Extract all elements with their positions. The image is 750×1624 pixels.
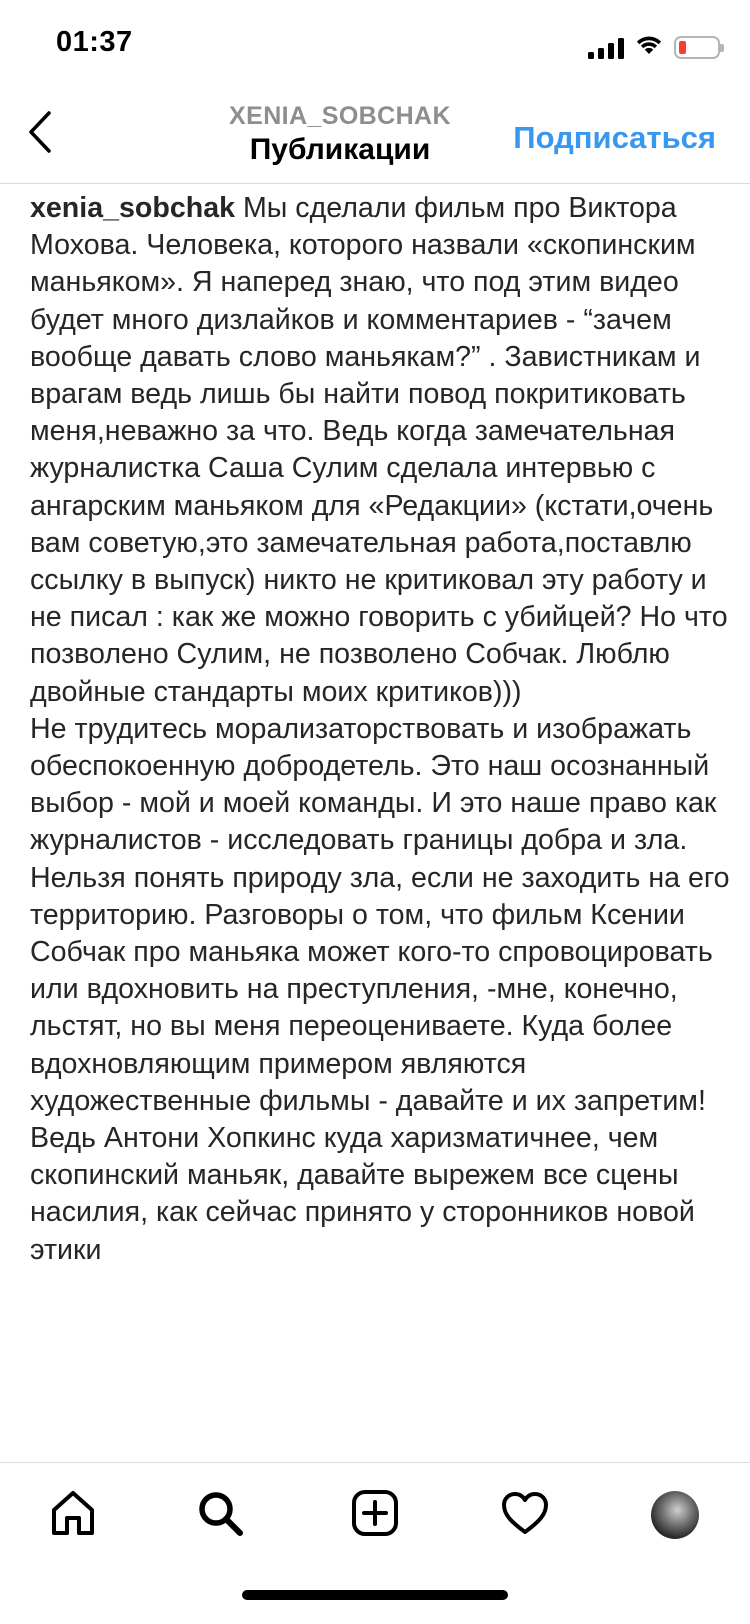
caption-text-1: Мы сделали фильм про Виктора Мохова. Человека, которого назвали «скопинским маньяком». Я наперед знаю, что под этим видео будет много дизлайков и комментариев - “зачем вообще давать слово маньякам?” . Завистникам и врагам ведь лишь бы найти повод покритиковать меня,неважно за что. Ведь когда замечательная журналистка Саша Сулим сделала интервью с ангарским маньяком для «Редакции» (кстати,очень вам советую,это замечательная работа,поставлю ссылку в выпуск) никто не критиковал эту работу и не писал : как же можно говорить с убийцей? Но что позволено Сулим, не позволено Собчак. Люблю двойные стандарты моих критиков))) (30, 192, 728, 708)
status-icons (588, 34, 720, 61)
caption-username[interactable]: xenia_sobchak (30, 192, 236, 224)
search-icon (195, 1488, 245, 1543)
tab-profile[interactable] (645, 1485, 705, 1545)
nav-header (0, 90, 750, 184)
avatar (651, 1491, 699, 1539)
new-post-icon (351, 1489, 399, 1542)
home-icon (48, 1488, 98, 1543)
tab-new-post[interactable] (345, 1485, 405, 1545)
activity-heart-icon (500, 1490, 550, 1541)
cellular-signal-icon (588, 37, 624, 59)
tab-home[interactable] (43, 1485, 103, 1545)
tab-activity[interactable] (495, 1485, 555, 1545)
battery-low-icon (674, 36, 720, 59)
nav-titles (190, 102, 490, 170)
chevron-left-icon (27, 110, 53, 159)
caption-paragraph (30, 190, 730, 711)
wifi-icon (634, 34, 664, 61)
post-caption (30, 190, 730, 1462)
caption-text-2: Не трудитесь морализаторствовать и изображать обеспокоенную добродетель. Это наш осознанный выбор - мой и моей команды. И это наше право как журналистов - исследовать границы добра и зла. Нельзя понять природу зла, если не заходить на его территорию. Разговоры о том, что фильм Ксении Собчак про маньяка может кого-то спровоцировать или вдохновить на преступления, -мне, конечно, льстят, но вы меня переоцениваете. Куда более вдохновляющим примером являются художественные фильмы - давайте и их запретим! Ведь Антони Хопкинс куда харизматичнее, чем скопинский маньяк, давайте вырежем все сцены насилия, как сейчас принято у сторонников новой этики (30, 712, 730, 1266)
status-time: 01:37 (56, 26, 133, 58)
home-indicator (242, 1590, 508, 1600)
follow-button[interactable]: Подписаться (513, 120, 716, 155)
status-bar (0, 0, 750, 90)
page-title: Публикации (249, 133, 431, 166)
back-button[interactable] (20, 104, 60, 164)
profile-username[interactable]: XENIA_SOBCHAK (229, 102, 451, 130)
tab-search[interactable] (190, 1485, 250, 1545)
